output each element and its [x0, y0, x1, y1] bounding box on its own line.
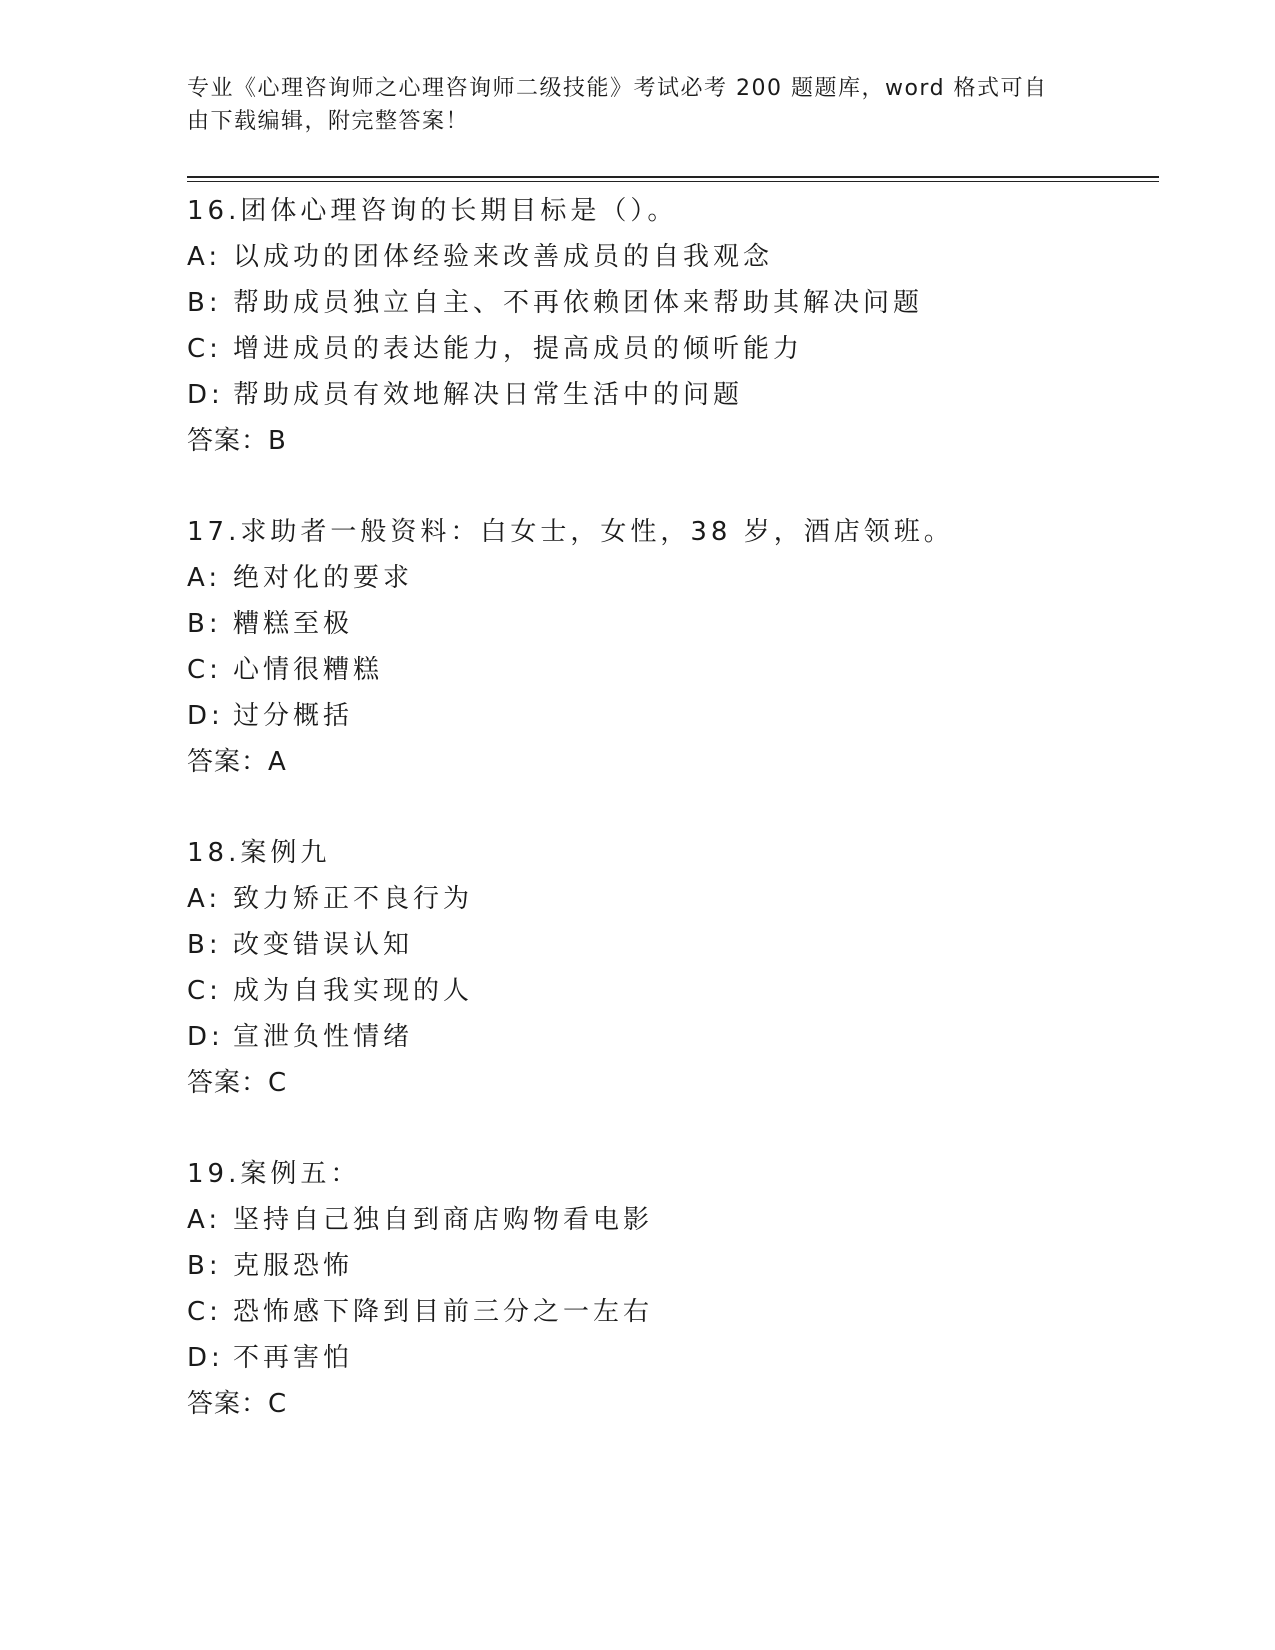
- option-text: 增进成员的表达能力，提高成员的倾听能力: [233, 334, 804, 364]
- answer-label: 答案：C: [187, 1389, 288, 1419]
- option-text: 克服恐怖: [233, 1251, 354, 1281]
- option-d: [187, 1014, 1159, 1060]
- option-key: B:: [187, 1251, 222, 1281]
- option-c: [187, 1289, 1159, 1335]
- option-key: C:: [187, 655, 222, 685]
- option-key: A:: [187, 563, 222, 593]
- option-text: 宣泄负性情绪: [233, 1022, 414, 1052]
- question-list: [187, 188, 1159, 1427]
- option-key: C:: [187, 1297, 222, 1327]
- question-stem: 18.案例九: [187, 838, 331, 868]
- option-text: 成为自我实现的人: [233, 976, 474, 1006]
- option-c: [187, 647, 1159, 693]
- option-key: D:: [187, 1343, 224, 1373]
- option-key: C:: [187, 334, 222, 364]
- option-text: 过分概括: [233, 701, 354, 731]
- option-c: [187, 968, 1159, 1014]
- option-a: [187, 876, 1159, 922]
- option-text: 改变错误认知: [233, 930, 414, 960]
- option-b: [187, 1243, 1159, 1289]
- option-d: [187, 693, 1159, 739]
- option-b: [187, 280, 1159, 326]
- header-line-2: 由下载编辑，附完整答案！: [187, 109, 470, 134]
- option-text: 以成功的团体经验来改善成员的自我观念: [233, 242, 774, 272]
- option-text: 致力矫正不良行为: [233, 884, 474, 914]
- question-stem: 16.团体心理咨询的长期目标是（）。: [187, 196, 678, 226]
- option-key: B:: [187, 609, 222, 639]
- question-16: [187, 188, 1159, 464]
- option-key: B:: [187, 930, 222, 960]
- answer-label: 答案：C: [187, 1068, 288, 1098]
- answer-label: 答案：B: [187, 426, 287, 456]
- option-a: [187, 1197, 1159, 1243]
- option-d: [187, 372, 1159, 418]
- option-text: 绝对化的要求: [233, 563, 414, 593]
- header-divider: [187, 176, 1159, 182]
- option-a: [187, 234, 1159, 280]
- option-key: D:: [187, 701, 224, 731]
- header-line-1: 专业《心理咨询师之心理咨询师二级技能》考试必考 200 题题库，word 格式可自: [187, 76, 1048, 101]
- option-d: [187, 1335, 1159, 1381]
- option-text: 不再害怕: [233, 1343, 354, 1373]
- question-stem: 17.求助者一般资料：白女士，女性，38 岁，酒店领班。: [187, 517, 954, 547]
- option-text: 恐怖感下降到目前三分之一左右: [233, 1297, 654, 1327]
- question-18: [187, 830, 1159, 1106]
- option-a: [187, 555, 1159, 601]
- question-stem: 19.案例五：: [187, 1159, 361, 1189]
- option-key: A:: [187, 884, 222, 914]
- option-c: [187, 326, 1159, 372]
- option-b: [187, 922, 1159, 968]
- option-key: D:: [187, 380, 224, 410]
- option-b: [187, 601, 1159, 647]
- option-text: 糟糕至极: [233, 609, 354, 639]
- option-text: 帮助成员有效地解决日常生活中的问题: [233, 380, 744, 410]
- option-key: A:: [187, 1205, 222, 1235]
- answer-label: 答案：A: [187, 747, 287, 777]
- option-key: C:: [187, 976, 222, 1006]
- option-text: 坚持自己独自到商店购物看电影: [233, 1205, 654, 1235]
- option-key: A:: [187, 242, 222, 272]
- option-text: 心情很糟糕: [233, 655, 384, 685]
- option-key: B:: [187, 288, 222, 318]
- document-header: [187, 72, 1067, 138]
- question-17: [187, 509, 1159, 785]
- question-19: [187, 1151, 1159, 1427]
- option-text: 帮助成员独立自主、不再依赖团体来帮助其解决问题: [233, 288, 924, 318]
- option-key: D:: [187, 1022, 224, 1052]
